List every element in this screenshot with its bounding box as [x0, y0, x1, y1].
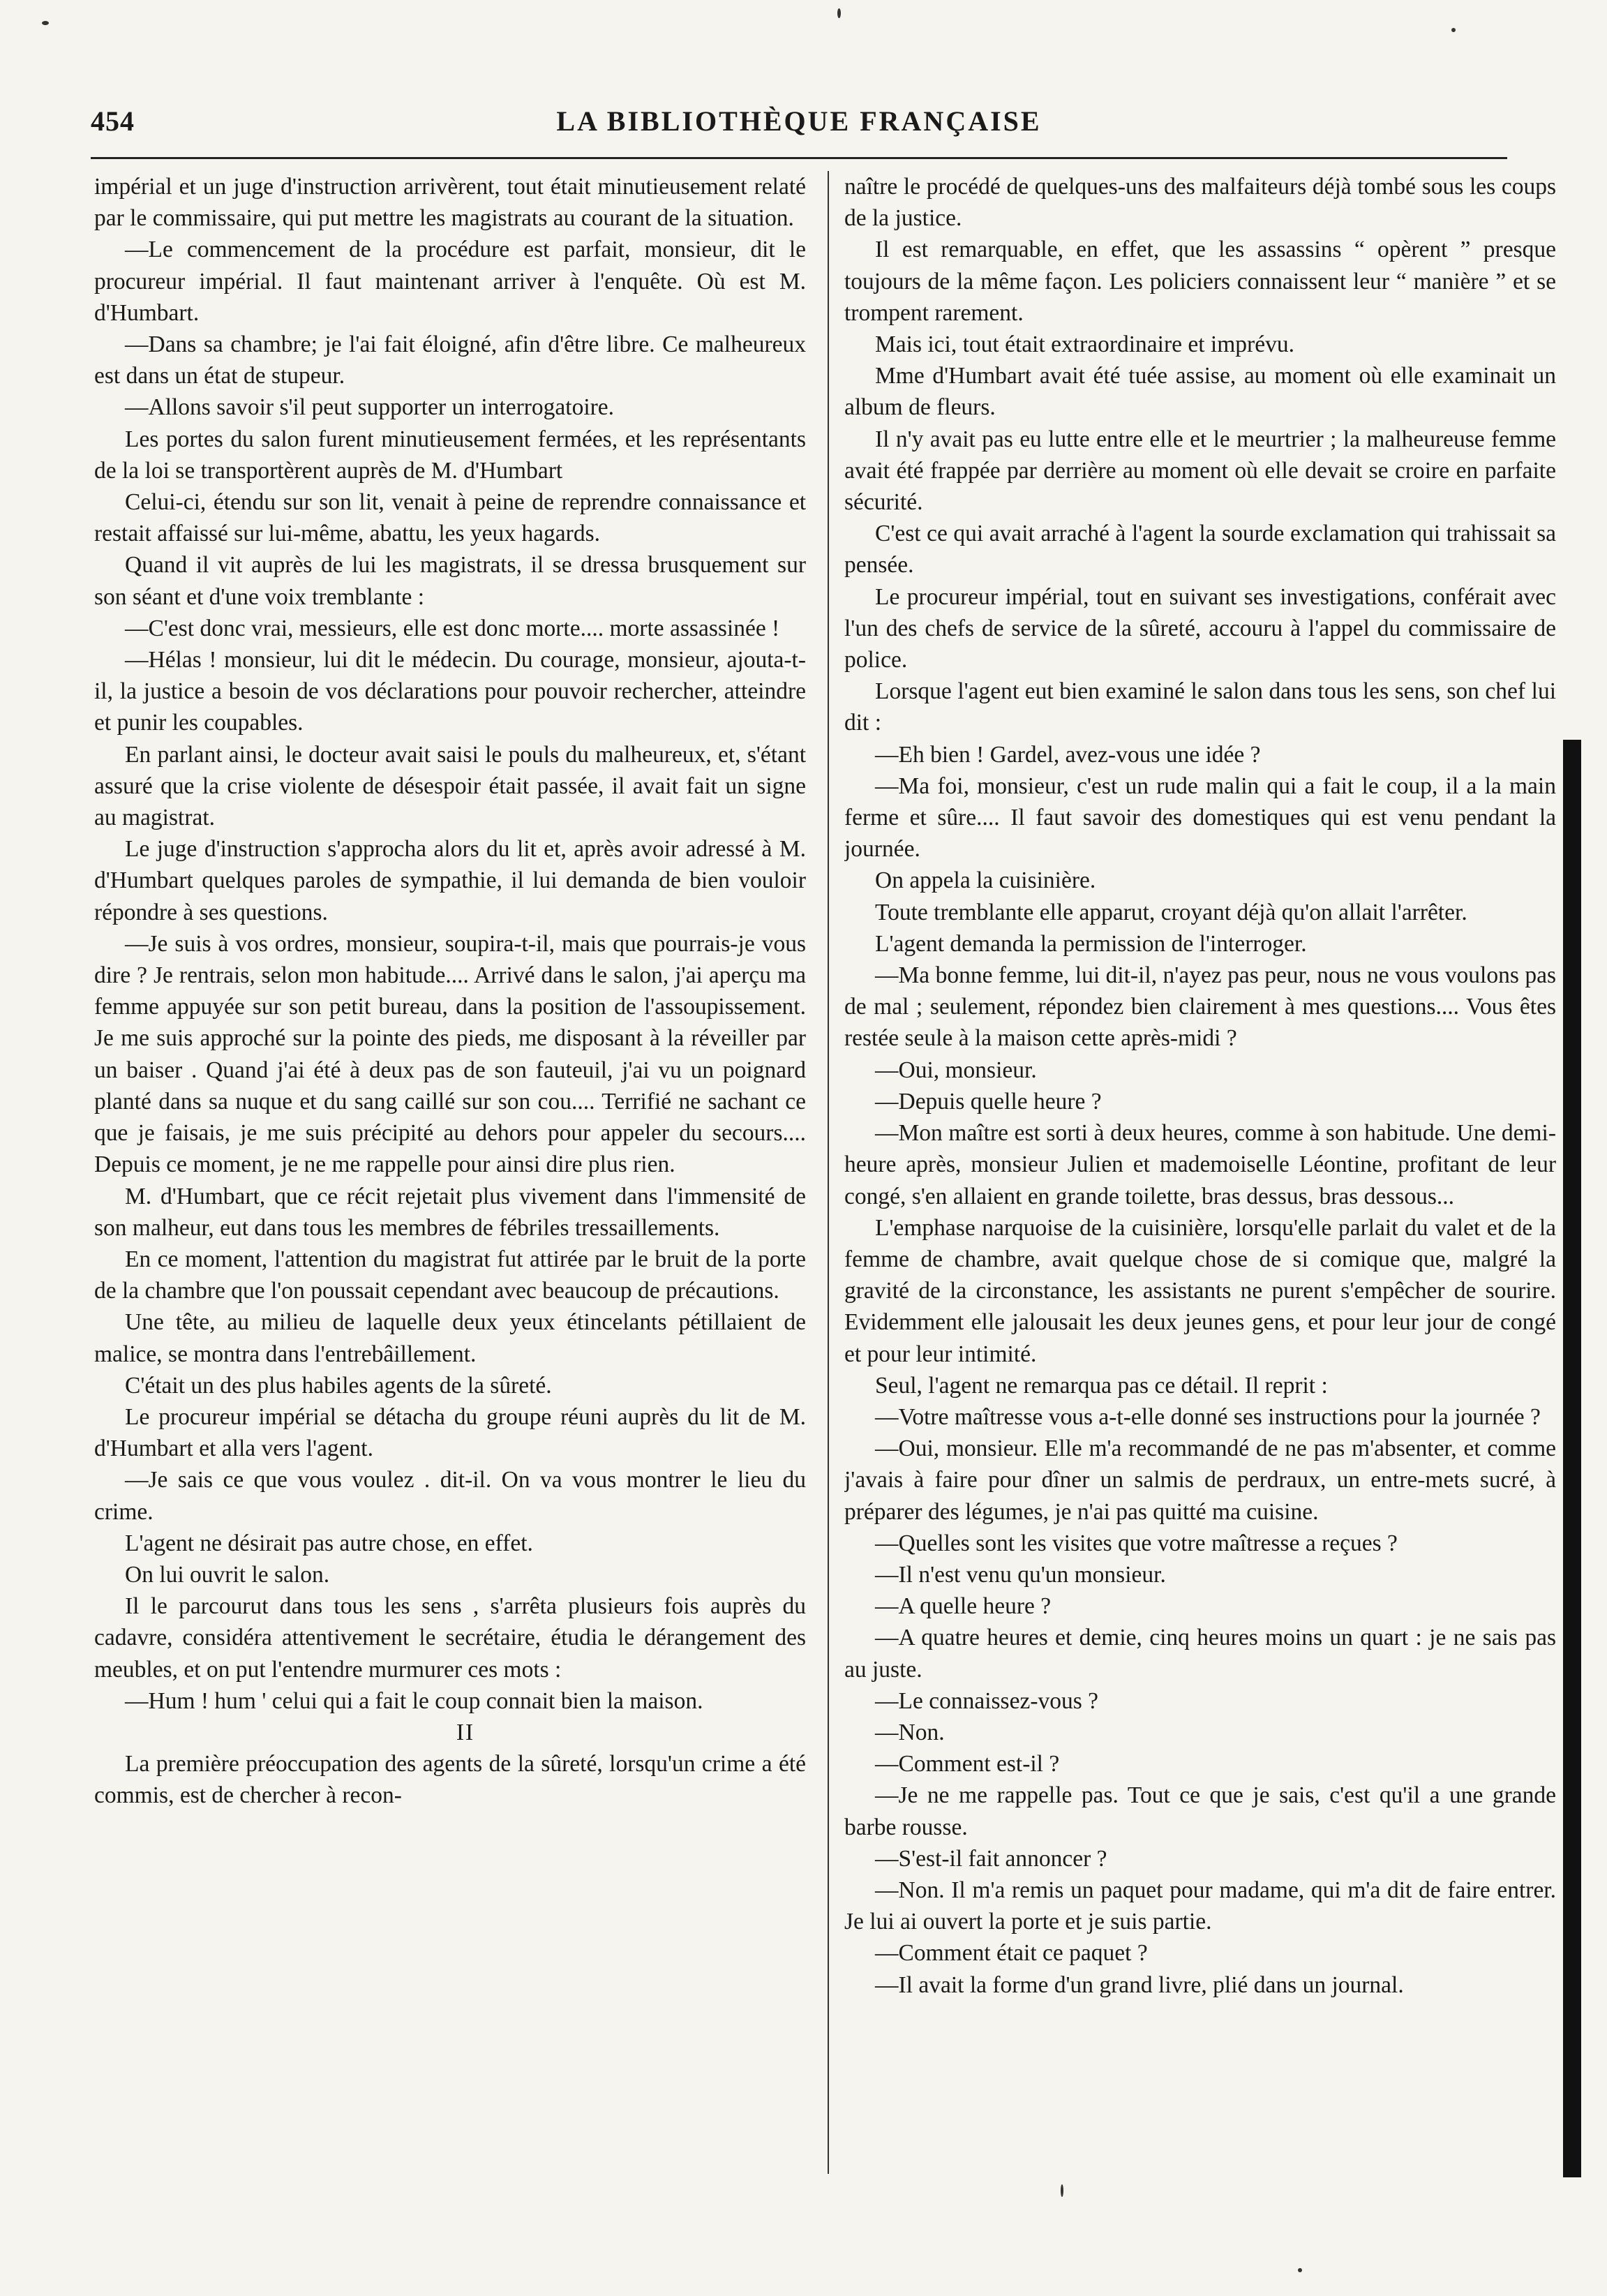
paragraph: —Ma bonne femme, lui dit-il, n'ayez pas peur, nous ne vous voulons pas de mal ; seulement, répondez bien clairement à mes questions.... Vous êtes restée seule à la maison cette après-midi ?	[844, 962, 1556, 1052]
paragraph: —Allons savoir s'il peut supporter un interrogatoire.	[125, 394, 615, 421]
paragraph: —Oui, monsieur.	[875, 1057, 1037, 1083]
paragraph: —Dans sa chambre; je l'ai fait éloigné, afin d'être libre. Ce malheureux est dans un état de stupeur.	[94, 331, 806, 389]
paragraph: —Eh bien ! Gardel, avez-vous une idée ?	[875, 741, 1261, 768]
section-heading: II	[456, 1719, 475, 1745]
right-column	[844, 171, 1556, 2181]
paragraph: —Non.	[875, 1719, 945, 1745]
paragraph: —Hum ! hum ' celui qui a fait le coup connait bien la maison.	[125, 1687, 703, 1714]
paragraph: L'agent demanda la permission de l'interroger.	[875, 930, 1307, 957]
column-divider	[828, 171, 829, 2174]
paragraph: —Votre maîtresse vous a-t-elle donné ses instructions pour la journée ?	[875, 1403, 1541, 1430]
paragraph: —Il avait la forme d'un grand livre, plié dans un journal.	[875, 1971, 1404, 1998]
paragraph: Il le parcourut dans tous les sens , s'arrêta plusieurs fois auprès du cadavre, considéra attentivement le secrétaire, étudia le dérangement des meubles, et on put l'entendre murmurer ces mots :	[94, 1593, 806, 1683]
paragraph: —Depuis quelle heure ?	[875, 1088, 1102, 1115]
paragraph: Mais ici, tout était extraordinaire et imprévu.	[875, 331, 1294, 358]
paragraph: Il est remarquable, en effet, que les assassins “ opèrent ” presque toujours de la même façon. Les policiers connaissent leur “ manière ” et se trompent rarement.	[844, 237, 1556, 326]
paragraph: —Je suis à vos ordres, monsieur, soupira-t-il, mais que pourrais-je vous dire ? Je rentrais, selon mon habitude.... Arrivé dans le salon, j'ai aperçu ma femme appuyée sur son petit bureau, dans la position de l'assoupissement. Je me suis approché sur la pointe des pieds, me disposant à la réveiller par un baiser . Quand j'ai été à deux pas de son fauteuil, j'ai vu un poignard planté dans sa nuque et du sang caillé sur son cou.... Terrifié ne sachant ce que je faisais, je me suis précipité au dehors pour appeler du secours.... Depuis ce moment, je ne me rappelle pour ainsi dire plus rien.	[94, 930, 806, 1178]
paragraph: —Hélas ! monsieur, lui dit le médecin. Du courage, monsieur, ajouta-t-il, la justice a besoin de vos déclarations pour pouvoir rechercher, atteindre et punir les coupables.	[94, 647, 806, 736]
paragraph: Le procureur impérial se détacha du groupe réuni auprès du lit de M. d'Humbart et alla vers l'agent.	[94, 1403, 806, 1462]
paragraph: M. d'Humbart, que ce récit rejetait plus vivement dans l'immensité de son malheur, eut dans tous les membres de fébriles tressaillements.	[94, 1183, 806, 1241]
page-header	[91, 105, 1507, 147]
scan-speck	[1061, 2184, 1063, 2197]
paragraph: —Oui, monsieur. Elle m'a recommandé de ne pas m'absenter, et comme j'avais à faire pour dîner un salmis de perdraux, un entre-mets sucré, à préparer des légumes, je n'ai pas quitté ma cuisine.	[844, 1436, 1556, 1525]
scan-speck	[1298, 2268, 1302, 2272]
paragraph: Celui-ci, étendu sur son lit, venait à peine de reprendre connaissance et restait affaissé sur lui-même, abattu, les yeux hagards.	[94, 489, 806, 547]
paragraph: —Il n'est venu qu'un monsieur.	[875, 1561, 1166, 1588]
paragraph: L'emphase narquoise de la cuisinière, lorsqu'elle parlait du valet et de la femme de chambre, avait quelque chose de si comique que, malgré la gravité de la circonstance, les assistants ne purent s'empêcher de sourire. Evidemment elle jalousait les deux jeunes gens, et pour leur jour de congé et pour leur intimité.	[844, 1214, 1556, 1367]
running-title: LA BIBLIOTHÈQUE FRANÇAISE	[556, 105, 1042, 137]
paragraph: Toute tremblante elle apparut, croyant déjà qu'on allait l'arrêter.	[875, 899, 1467, 925]
page-number: 454	[91, 105, 135, 137]
paragraph: Quand il vit auprès de lui les magistrats, il se dressa brusquement sur son séant et d'une voix tremblante :	[94, 552, 806, 610]
paragraph: —Comment était ce paquet ?	[875, 1940, 1148, 1967]
paragraph: Le procureur impérial, tout en suivant ses investigations, conférait avec l'un des chefs de service de la sûreté, accouru à l'appel du commissaire de police.	[844, 583, 1556, 673]
paragraph: —Je ne me rappelle pas. Tout ce que je sais, c'est qu'il a une grande barbe rousse.	[844, 1782, 1556, 1840]
scan-speck	[1451, 28, 1456, 32]
paragraph: On appela la cuisinière.	[875, 867, 1096, 894]
scan-speck	[42, 21, 49, 25]
paragraph: impérial et un juge d'instruction arrivèrent, tout était minutieusement relaté par le commissaire, qui put mettre les magistrats au courant de la situation.	[94, 174, 806, 232]
paragraph: Lorsque l'agent eut bien examiné le salon dans tous les sens, son chef lui dit :	[844, 678, 1556, 736]
paragraph: —Quelles sont les visites que votre maîtresse a reçues ?	[875, 1530, 1398, 1556]
header-rule	[91, 157, 1507, 159]
paragraph: —Je sais ce que vous voulez . dit-il. On va vous montrer le lieu du crime.	[94, 1467, 806, 1525]
paragraph: —A quelle heure ?	[875, 1593, 1052, 1620]
paragraph: Une tête, au milieu de laquelle deux yeux étincelants pétillaient de malice, se montra dans l'entrebâillement.	[94, 1309, 806, 1367]
paragraph: naître le procédé de quelques-uns des malfaiteurs déjà tombé sous les coups de la justice.	[844, 174, 1556, 232]
paragraph: On lui ouvrit le salon.	[125, 1561, 330, 1588]
right-column-paragraphs	[844, 171, 1556, 2001]
paragraph: C'est ce qui avait arraché à l'agent la sourde exclamation qui trahissait sa pensée.	[844, 521, 1556, 579]
paragraph: L'agent ne désirait pas autre chose, en effet.	[125, 1530, 533, 1556]
paragraph: —Non. Il m'a remis un paquet pour madame, qui m'a dit de faire entrer. Je lui ai ouvert la porte et je suis partie.	[844, 1877, 1556, 1935]
paragraph: —Le commencement de la procédure est parfait, monsieur, dit le procureur impérial. Il faut maintenant arriver à l'enquête. Où est M. d'Humbart.	[94, 237, 806, 326]
paragraph: Seul, l'agent ne remarqua pas ce détail. Il reprit :	[875, 1372, 1328, 1399]
left-column	[94, 171, 806, 2181]
paragraph: —Le connaissez-vous ?	[875, 1687, 1099, 1714]
scan-edge-shadow	[1563, 740, 1581, 2177]
paragraph: Les portes du salon furent minutieusement fermées, et les représentants de la loi se transportèrent auprès de M. d'Humbart	[94, 426, 806, 484]
paragraph: Mme d'Humbart avait été tuée assise, au moment où elle examinait un album de fleurs.	[844, 363, 1556, 421]
paragraph: —A quatre heures et demie, cinq heures moins un quart : je ne sais pas au juste.	[844, 1625, 1556, 1683]
paragraph: C'était un des plus habiles agents de la sûreté.	[125, 1372, 552, 1399]
paragraph: —Mon maître est sorti à deux heures, comme à son habitude. Une demi-heure après, monsieur Julien et mademoiselle Léontine, profitant de leur congé, s'en allaient en grande toilette, bras dessus, bras dessous...	[844, 1120, 1556, 1209]
paragraph: Il n'y avait pas eu lutte entre elle et le meurtrier ; la malheureuse femme avait été frappée par derrière au moment où elle devait se croire en parfaite sécurité.	[844, 426, 1556, 516]
paragraph: —S'est-il fait annoncer ?	[875, 1845, 1107, 1872]
left-column-paragraphs	[94, 171, 806, 1717]
paragraph: Le juge d'instruction s'approcha alors du lit et, après avoir adressé à M. d'Humbart quelques paroles de sympathie, il lui demanda de bien vouloir répondre à ses questions.	[94, 836, 806, 925]
paragraph: En ce moment, l'attention du magistrat fut attirée par le bruit de la porte de la chambre que l'on poussait cependant avec beaucoup de précautions.	[94, 1246, 806, 1304]
paragraph: —C'est donc vrai, messieurs, elle est donc morte.... morte assassinée !	[125, 615, 780, 641]
left-column-after-heading	[94, 1748, 806, 1811]
scan-speck	[837, 8, 841, 18]
paragraph: En parlant ainsi, le docteur avait saisi le pouls du malheureux, et, s'étant assuré que la crise violente de désespoir était passée, il avait fait un signe au magistrat.	[94, 741, 806, 831]
paragraph: La première préoccupation des agents de la sûreté, lorsqu'un crime a été commis, est de chercher à recon-	[94, 1751, 806, 1809]
paragraph: —Ma foi, monsieur, c'est un rude malin qui a fait le coup, il a la main ferme et sûre.... Il faut savoir des domestiques qui est venu pendant la journée.	[844, 773, 1556, 863]
paragraph: —Comment est-il ?	[875, 1751, 1060, 1777]
